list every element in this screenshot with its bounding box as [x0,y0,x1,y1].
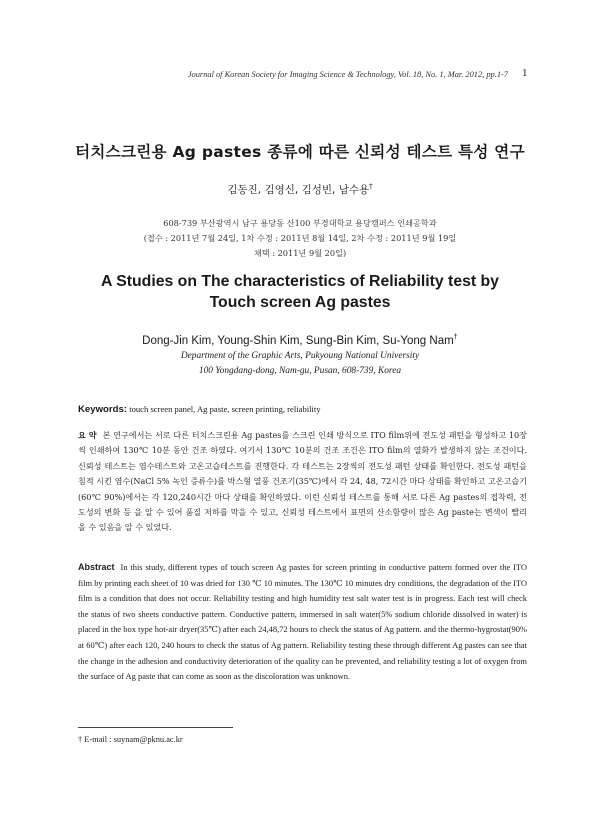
corresponding-author-mark: † [369,182,373,191]
korean-dates: (접수 : 2011년 7월 24일, 1차 수정 : 2011년 8월 14일, 2차 수정 : 2011년 9월 19일 [143,233,457,243]
page-number: 1 [522,67,528,79]
english-affiliation [60,349,540,379]
footnote-email: E-mail : suynam@pknu.ac.kr [84,735,183,744]
korean-accepted: 채택 : 2011년 9월 20일) [253,248,347,258]
korean-authors-names: 김동진, 김영신, 김성빈, 남수용 [227,184,370,196]
english-authors [60,332,540,347]
korean-abstract [78,428,527,536]
keywords [78,404,528,415]
keywords-text: touch screen panel, Ag paste, screen printing, reliability [129,404,321,414]
english-abstract-label: Abstract [78,562,115,572]
english-affiliation-line1: Department of the Graphic Arts, Pukyoung National University [180,351,420,361]
english-abstract-text: In this study, different types of touch screen Ag pastes for screen printing in conductive pattern formed over the ITO film by printing each sheet of 10 was dried for 130 ℃ 10 minutes. The 130℃ 10 minutes dry conditions, the degradation of the ITO film is a condition that does not occur. Reliability testing and high humidity test salt water test is in progress. Each test will check the status of two sheets conductive pattern. Conductive pattern, immersed in salt water(5% sodium chloride dissolved in water) is placed in the box type hot-air dryer(35℃) after each 24,48,72 hours to check the status of Ag pattern. and the thermo-hygrostat(90% at 60℃) after each 120, 240 hours to check the status of Ag pattern. Reliability testing these through different Ag pastes can see that the change in the adhesion and conductivity deterioration of the quality can be prevented, and reliability testing a lot of oxygen from the surface of Ag paste that can come as soon as the discoloration was unknown. [78,562,527,682]
korean-authors [60,182,540,197]
english-corresponding-mark: † [453,332,458,341]
english-abstract [78,560,527,685]
korean-abstract-text: 본 연구에서는 서로 다른 터치스크린용 Ag pastes를 스크린 인쇄 방식으로 ITO film위에 전도성 패턴을 형성하고 10장씩 인쇄하여 130℃ 10분 동안 건조 하였다. 여기서 130℃ 10분의 건조 조건은 ITO film의 열화가 발생하지 않는 조건이다. 신뢰성 테스트는 염수테스트와 고온고습테스트를 진행한다. 각 테스트는 2장씩의 전도성 패턴 상태를 확인한다. 전도성 패턴을 침적 시킨 염수(NaCl 5% 녹인 증류수)를 박스형 열풍 건조기(35℃)에서 각 24, 48, 72시간 마다 상태를 확인하고 고온고습기(60℃ 90%)에서는 각 120,240시간 마다 상태를 확인하였다. 이런 신뢰성 테스트를 통해 서로 다른 Ag pastes의 접착력, 전도성의 변화 등 을 알 수 있어 품질 저하를 막을 수 있고, 신뢰성 테스트에서 표면의 산소함량이 많은 Ag paste는 변색이 빨리 올 수 있음을 알 수 있었다. [78,430,527,533]
english-title-line2: Touch screen Ag pastes [209,294,391,311]
running-head: Journal of Korean Society for Imaging Science & Technology, Vol. 18, No. 1, Mar. 2012, pp.1-7 [187,70,508,79]
english-authors-names: Dong-Jin Kim, Young-Shin Kim, Sung-Bin Kim, Su-Yong Nam [142,334,454,347]
keywords-label: Keywords: [78,404,128,415]
korean-affiliation-block [60,216,540,261]
korean-abstract-label: 요 약 [78,430,97,440]
footnote [78,735,183,744]
footnote-mark: † [78,735,83,744]
korean-title: 터치스크린용 Ag pastes 종류에 따른 신뢰성 테스트 특성 연구 [75,143,525,161]
footnote-divider [78,727,233,728]
english-affiliation-line2: 100 Yongdang-dong, Nam-gu, Pusan, 608-739, Korea [198,366,402,376]
korean-affiliation: 608-739 부산광역시 남구 용당동 산100 부경대학교 용당캠퍼스 인쇄공학과 [163,218,437,228]
english-title [60,271,540,313]
english-title-line1: A Studies on The characteristics of Reliability test by [101,273,499,290]
